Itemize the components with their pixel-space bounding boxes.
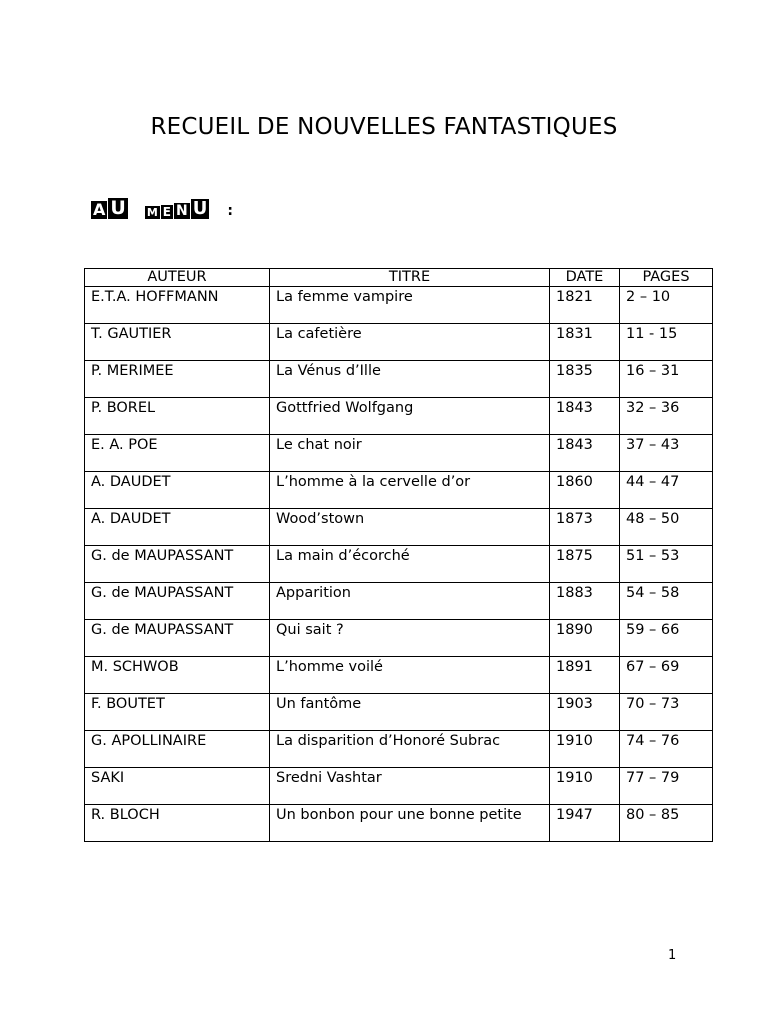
table-row bbox=[85, 657, 713, 694]
date-cell: 1821 bbox=[550, 287, 620, 324]
menu-letter: U bbox=[110, 197, 126, 219]
table-body bbox=[85, 287, 713, 842]
date-cell: 1843 bbox=[550, 435, 620, 472]
date-cell: 1835 bbox=[550, 361, 620, 398]
titre-cell: Un fantôme bbox=[270, 694, 550, 731]
pages-cell: 16 – 31 bbox=[620, 361, 713, 398]
table-row bbox=[85, 398, 713, 435]
titre-cell: Apparition bbox=[270, 583, 550, 620]
stories-table bbox=[84, 268, 713, 842]
titre-cell: Un bonbon pour une bonne petite bbox=[270, 805, 550, 842]
date-cell: 1903 bbox=[550, 694, 620, 731]
menu-word bbox=[91, 198, 129, 219]
date-cell: 1947 bbox=[550, 805, 620, 842]
pages-cell: 32 – 36 bbox=[620, 398, 713, 435]
menu-letter: M bbox=[146, 206, 158, 219]
table-row bbox=[85, 435, 713, 472]
auteur-cell: A. DAUDET bbox=[85, 472, 270, 509]
titre-cell: La femme vampire bbox=[270, 287, 550, 324]
table-row bbox=[85, 768, 713, 805]
menu-word bbox=[145, 199, 211, 219]
auteur-cell: G. APOLLINAIRE bbox=[85, 731, 270, 768]
date-cell: 1831 bbox=[550, 324, 620, 361]
date-cell: 1860 bbox=[550, 472, 620, 509]
date-cell: 1883 bbox=[550, 583, 620, 620]
menu-letter: E bbox=[162, 205, 171, 219]
titre-cell: Qui sait ? bbox=[270, 620, 550, 657]
date-cell: 1891 bbox=[550, 657, 620, 694]
titre-cell: La main d’écorché bbox=[270, 546, 550, 583]
table-row bbox=[85, 509, 713, 546]
pages-cell: 2 – 10 bbox=[620, 287, 713, 324]
date-cell: 1890 bbox=[550, 620, 620, 657]
table-row bbox=[85, 805, 713, 842]
table-row bbox=[85, 731, 713, 768]
pages-cell: 70 – 73 bbox=[620, 694, 713, 731]
pages-cell: 37 – 43 bbox=[620, 435, 713, 472]
titre-cell: L’homme à la cervelle d’or bbox=[270, 472, 550, 509]
menu-letter: U bbox=[192, 198, 208, 219]
table-row bbox=[85, 620, 713, 657]
titre-cell: La disparition d’Honoré Subrac bbox=[270, 731, 550, 768]
date-cell: 1873 bbox=[550, 509, 620, 546]
pages-cell: 48 – 50 bbox=[620, 509, 713, 546]
table-row bbox=[85, 546, 713, 583]
titre-cell: Wood’stown bbox=[270, 509, 550, 546]
date-cell: 1843 bbox=[550, 398, 620, 435]
auteur-cell: R. BLOCH bbox=[85, 805, 270, 842]
header-titre: TITRE bbox=[270, 269, 550, 287]
titre-cell: L’homme voilé bbox=[270, 657, 550, 694]
date-cell: 1875 bbox=[550, 546, 620, 583]
table-row bbox=[85, 361, 713, 398]
auteur-cell: P. BOREL bbox=[85, 398, 270, 435]
table-row bbox=[85, 694, 713, 731]
table-row bbox=[85, 287, 713, 324]
pages-cell: 44 – 47 bbox=[620, 472, 713, 509]
pages-cell: 54 – 58 bbox=[620, 583, 713, 620]
auteur-cell: G. de MAUPASSANT bbox=[85, 546, 270, 583]
auteur-cell: T. GAUTIER bbox=[85, 324, 270, 361]
auteur-cell: SAKI bbox=[85, 768, 270, 805]
document-title: RECUEIL DE NOUVELLES FANTASTIQUES bbox=[150, 114, 618, 140]
titre-cell: Gottfried Wolfgang bbox=[270, 398, 550, 435]
menu-heading bbox=[91, 199, 251, 219]
auteur-cell: G. de MAUPASSANT bbox=[85, 620, 270, 657]
titre-cell: Le chat noir bbox=[270, 435, 550, 472]
pages-cell: 11 - 15 bbox=[620, 324, 713, 361]
pages-cell: 74 – 76 bbox=[620, 731, 713, 768]
table-row bbox=[85, 472, 713, 509]
auteur-cell: E. A. POE bbox=[85, 435, 270, 472]
menu-letter: A bbox=[93, 200, 106, 219]
header-pages: PAGES bbox=[620, 269, 713, 287]
table-row bbox=[85, 324, 713, 361]
pages-cell: 77 – 79 bbox=[620, 768, 713, 805]
header-date: DATE bbox=[550, 269, 620, 287]
titre-cell: La Vénus d’Ille bbox=[270, 361, 550, 398]
date-cell: 1910 bbox=[550, 731, 620, 768]
date-cell: 1910 bbox=[550, 768, 620, 805]
header-auteur: AUTEUR bbox=[85, 269, 270, 287]
auteur-cell: E.T.A. HOFFMANN bbox=[85, 287, 270, 324]
pages-cell: 67 – 69 bbox=[620, 657, 713, 694]
table-row bbox=[85, 583, 713, 620]
titre-cell: La cafetière bbox=[270, 324, 550, 361]
auteur-cell: M. SCHWOB bbox=[85, 657, 270, 694]
auteur-cell: P. MERIMEE bbox=[85, 361, 270, 398]
auteur-cell: F. BOUTET bbox=[85, 694, 270, 731]
auteur-cell: A. DAUDET bbox=[85, 509, 270, 546]
auteur-cell: G. de MAUPASSANT bbox=[85, 583, 270, 620]
pages-cell: 51 – 53 bbox=[620, 546, 713, 583]
menu-letter: : bbox=[227, 203, 233, 219]
menu-word bbox=[226, 203, 235, 219]
table-header-row bbox=[85, 269, 713, 287]
page-number: 1 bbox=[668, 948, 677, 963]
titre-cell: Sredni Vashtar bbox=[270, 768, 550, 805]
pages-cell: 59 – 66 bbox=[620, 620, 713, 657]
menu-letter: N bbox=[175, 203, 188, 219]
pages-cell: 80 – 85 bbox=[620, 805, 713, 842]
